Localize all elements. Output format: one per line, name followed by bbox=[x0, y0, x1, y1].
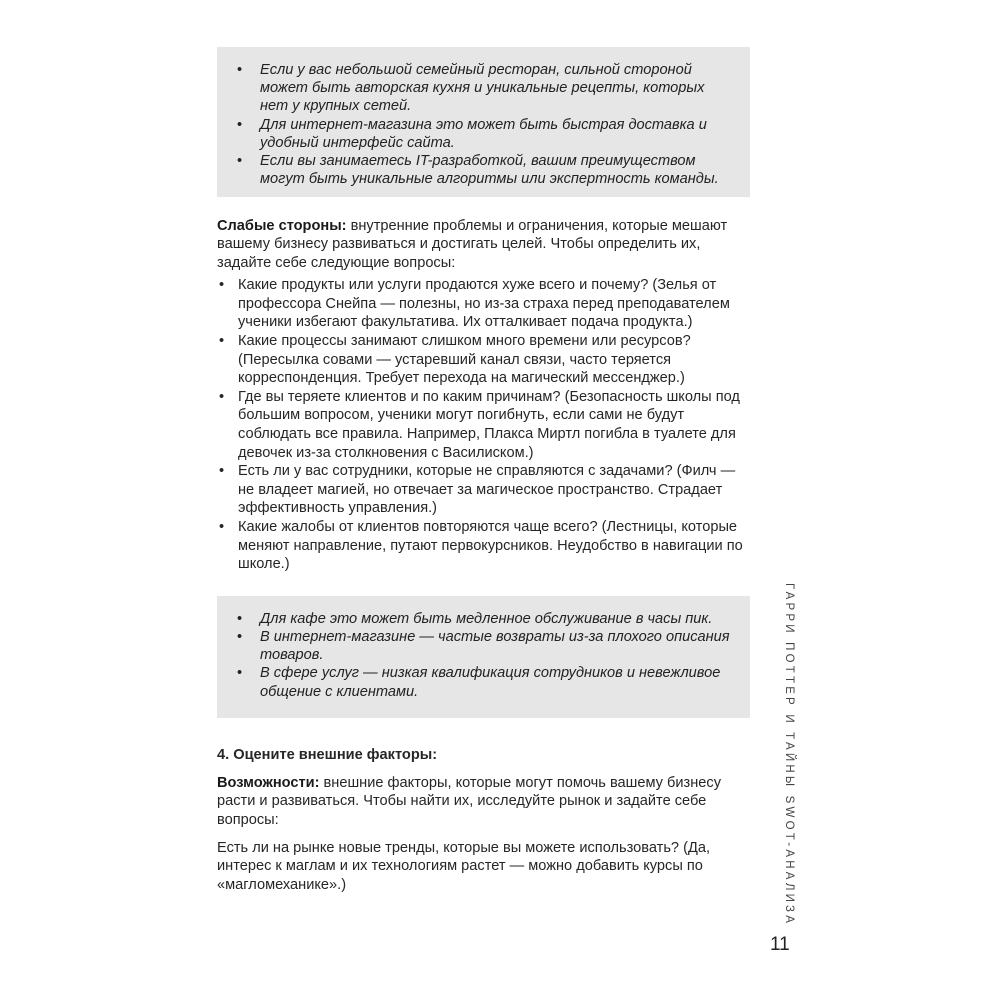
list-item: • Если вы занимаетесь IT-разработкой, вашим преимуществом могут быть уникальные алгоритмы или экспертность команды. bbox=[237, 152, 730, 188]
weaknesses-term: Слабые стороны: bbox=[217, 218, 347, 234]
section-heading: 4. Оцените внешние факторы: bbox=[217, 746, 438, 763]
list-item: • Для интернет-магазина это может быть быстрая доставка и удобный интерфейс сайта. bbox=[237, 116, 730, 152]
running-title: ГАРРИ ПОТТЕР И ТАЙНЫ SWOT-АНАЛИЗА bbox=[783, 583, 795, 927]
list-item: • Где вы теряете клиентов и по каким причинам? (Безопасность школы под большим вопросом, ученики могут погибнуть, если сами не будут соблюдать все правила. Например, Плакса Миртл погибла в туалете для девочек из-за столкновения с Василиском.) bbox=[217, 388, 750, 462]
list-item: • В сфере услуг — низкая квалификация сотрудников и невежливое общение с клиентами. bbox=[237, 664, 730, 700]
list-item: • Есть ли у вас сотрудники, которые не справляются с задачами? (Филч — не владеет магией, но отвечает за магическое пространство. Страдает эффективность управления.) bbox=[217, 462, 750, 518]
list-item: • В интернет-магазине — частые возвраты из-за плохого описания товаров. bbox=[237, 628, 730, 664]
weaknesses-examples-list bbox=[237, 610, 730, 701]
weaknesses-section bbox=[217, 217, 750, 574]
page-number: 11 bbox=[770, 934, 790, 955]
opportunities-question: Есть ли на рынке новые тренды, которые вы можете использовать? (Да, интерес к маглам и их технологиям растет — можно добавить курсы по «магломеханике».) bbox=[217, 839, 711, 893]
opportunities-intro-text: внешние факторы, которые могут помочь вашему бизнесу расти и развиваться. Чтобы найти их, исследуйте рынок и задайте себе вопросы: bbox=[217, 774, 721, 828]
opportunities-intro bbox=[217, 774, 750, 829]
list-item: • Для кафе это может быть медленное обслуживание в часы пик. bbox=[237, 610, 730, 628]
list-item: • Если у вас небольшой семейный ресторан, сильной стороной может быть авторская кухня и уникальные рецепты, которых нет у крупных сетей. bbox=[237, 61, 730, 116]
list-item: • Какие продукты или услуги продаются хуже всего и почему? (Зелья от профессора Снейпа — полезны, но из-за страха перед преподавателем ученики избегают факультатива. Их отталкивает подача продукта.) bbox=[217, 276, 750, 332]
list-item: • Какие процессы занимают слишком много времени или ресурсов? (Пересылка совами — устаревший канал связи, часто теряется корреспонденция. Требует перехода на магический мессенджер.) bbox=[217, 332, 750, 388]
weaknesses-intro-text: внутренние проблемы и ограничения, которые мешают вашему бизнесу развиваться и достигать целей. Чтобы определить их, задайте себе следующие вопросы: bbox=[217, 218, 728, 271]
page-content bbox=[217, 47, 750, 894]
weaknesses-questions-list bbox=[217, 276, 750, 574]
strengths-examples-list bbox=[237, 61, 730, 188]
list-item: • Какие жалобы от клиентов повторяются чаще всего? (Лестницы, которые меняют направление, путают первокурсников. Неудобство в навигации по школе.) bbox=[217, 518, 750, 574]
weaknesses-intro bbox=[217, 217, 750, 272]
weaknesses-examples-box bbox=[217, 596, 750, 718]
strengths-examples-box bbox=[217, 47, 750, 197]
opportunities-term: Возможности: bbox=[217, 774, 320, 791]
